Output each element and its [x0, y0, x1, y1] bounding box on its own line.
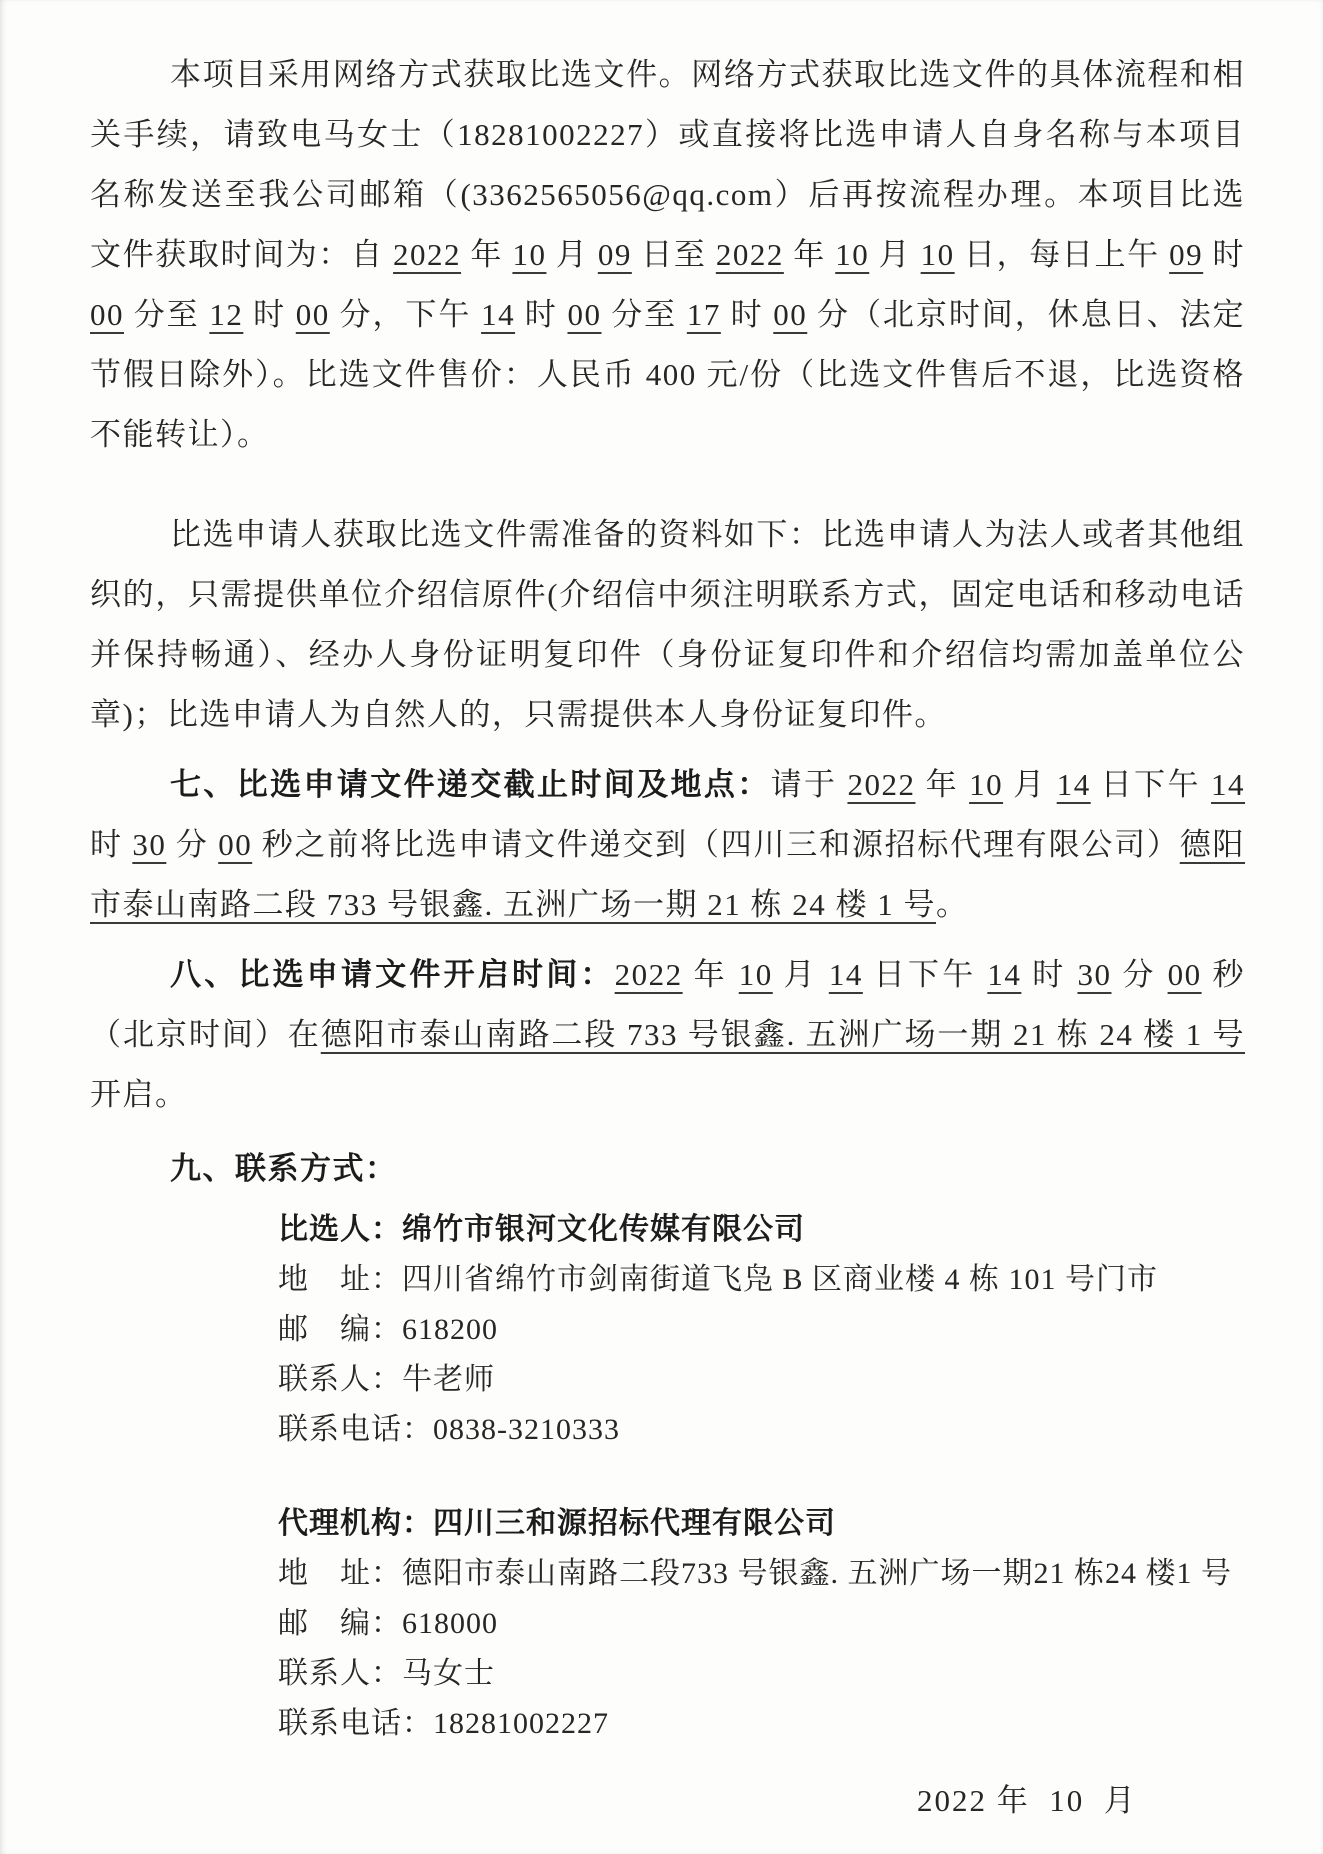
text-segment: 时 — [1021, 957, 1078, 992]
selector-phone-line — [278, 1405, 1245, 1455]
underlined-text: 2022 — [393, 237, 462, 272]
text-segment: 时 — [515, 297, 568, 332]
agency-postcode-line — [278, 1599, 1245, 1649]
text-segment: 月 — [546, 237, 598, 272]
underlined-text: 2022 — [715, 237, 784, 272]
underlined-text: 30 — [132, 827, 167, 862]
agency-name-line — [278, 1499, 1245, 1549]
text-segment: 分 — [1111, 957, 1168, 992]
text-segment: 地 址：德阳市泰山南路二段733 号银鑫. 五洲广场一期21 栋24 楼1 号 — [278, 1557, 1232, 1590]
agency-person-line — [278, 1649, 1245, 1699]
text-segment: 分至 — [124, 297, 210, 332]
underlined-text: 00 — [1167, 957, 1202, 992]
text-segment: 联系人：牛老师 — [278, 1363, 495, 1396]
text-segment: 时 — [90, 827, 133, 862]
underlined-text: 17 — [686, 297, 721, 332]
para-network-acquisition — [90, 45, 1245, 465]
text-segment: 月 — [869, 237, 921, 272]
underlined-text: 10 — [738, 957, 773, 992]
bold-text: 七、比选申请文件递交截止时间及地点： — [170, 767, 771, 802]
text-segment: 联系电话：18281002227 — [278, 1707, 609, 1740]
bold-text: 比选人：绵竹市银河文化传媒有限公司 — [278, 1213, 805, 1246]
underlined-text: 2022 — [614, 957, 683, 992]
underlined-text: 00 — [567, 297, 602, 332]
underlined-text: 00 — [218, 827, 253, 862]
selector-name-line — [278, 1205, 1245, 1255]
text-segment: 分，下午 — [329, 297, 482, 332]
underlined-text: 10 — [920, 237, 955, 272]
contact-block-selector — [278, 1205, 1245, 1455]
text-segment: 地 址：四川省绵竹市剑南街道飞凫 B 区商业楼 4 栋 101 号门市 — [278, 1263, 1159, 1296]
text-segment: 联系人：马女士 — [278, 1657, 495, 1690]
bold-text: 八、比选申请文件开启时间： — [170, 957, 615, 992]
underlined-text: 30 — [1077, 957, 1112, 992]
underlined-text: 14 — [1211, 767, 1246, 802]
text-segment: 本项目采用网络方式获取比选文件。网络方式获取比选文件的具体流程和相关手续，请致电马女士（18281002227）或直接将比选申请人自身名称与本项目名称发送至我公司邮箱（(3362565056@qq.com）后再按流程办理。本项目比选文件获取时间为：自 — [90, 57, 1245, 272]
para-section-7-submission-deadline — [90, 755, 1245, 935]
underlined-text: 00 — [295, 297, 330, 332]
text-segment: 秒之前将比选申请文件递交到（四川三和源招标代理有限公司） — [252, 827, 1180, 862]
text-segment: 。 — [936, 887, 969, 922]
text-segment: 年 — [682, 957, 739, 992]
text-segment: 时 — [1203, 237, 1246, 272]
underlined-text: 00 — [90, 297, 124, 332]
text-segment: 年 — [783, 237, 836, 272]
text-segment: 开启。 — [90, 1077, 188, 1112]
text-segment: 日下午 — [862, 957, 988, 992]
text-segment: 秒（北京时间）在 — [90, 957, 1246, 1052]
underlined-text: 德阳市泰山南路二段 733 号银鑫. 五洲广场一期 21 栋 24 楼 1 号 — [90, 827, 1246, 922]
text-segment: 日，每日上午 — [954, 237, 1170, 272]
text-segment: 邮 编：618000 — [278, 1607, 498, 1640]
text-segment: 年 — [915, 767, 970, 802]
underlined-text: 14 — [481, 297, 516, 332]
selector-postcode-line — [278, 1305, 1245, 1355]
text-segment: 联系电话：0838-3210333 — [278, 1413, 620, 1446]
text-segment: 时 — [720, 297, 774, 332]
text-segment: 分 — [166, 827, 219, 862]
selector-person-line — [278, 1355, 1245, 1405]
bold-text: 九、联系方式： — [170, 1151, 398, 1186]
agency-address-line — [278, 1549, 1245, 1599]
bold-text: 代理机构：四川三和源招标代理有限公司 — [278, 1507, 836, 1540]
date-line: 2022 年 10 月 — [917, 1783, 1137, 1818]
text-segment: 分（北京时间，休息日、法定节假日除外）。比选文件售价：人民币 400 元/份（比选文件售后不退，比选资格不能转让）。 — [90, 297, 1246, 452]
underlined-text: 14 — [987, 957, 1022, 992]
text-segment: 年 — [461, 237, 513, 272]
underlined-text: 10 — [512, 237, 547, 272]
text-segment: 比选申请人获取比选文件需准备的资料如下：比选申请人为法人或者其他组织的，只需提供单位介绍信原件(介绍信中须注明联系方式，固定电话和移动电话并保持畅通）、经办人身份证明复印件（身份证复印件和介绍信均需加盖单位公章)；比选申请人为自然人的，只需提供本人身份证复印件。 — [90, 517, 1245, 732]
underlined-text: 10 — [969, 767, 1004, 802]
text-segment: 日至 — [631, 237, 716, 272]
para-section-8-opening-time — [90, 945, 1245, 1125]
text-segment: 邮 编：618200 — [278, 1313, 498, 1346]
heading-section-9-contact — [90, 1139, 1245, 1199]
selector-address-line — [278, 1255, 1245, 1305]
text-segment: 时 — [243, 297, 296, 332]
contact-block-agency — [278, 1499, 1245, 1749]
text-segment: 请于 — [770, 767, 848, 802]
underlined-text: 2022 — [847, 767, 916, 802]
text-segment: 月 — [772, 957, 829, 992]
underlined-text: 14 — [828, 957, 863, 992]
underlined-text: 10 — [835, 237, 870, 272]
underlined-text: 00 — [773, 297, 808, 332]
underlined-text: 09 — [597, 237, 632, 272]
text-segment: 分至 — [601, 297, 687, 332]
underlined-text: 德阳市泰山南路二段 733 号银鑫. 五洲广场一期 21 栋 24 楼 1 号 — [320, 1017, 1246, 1052]
agency-phone-line — [278, 1699, 1245, 1749]
text-segment: 月 — [1003, 767, 1057, 802]
underlined-text: 09 — [1169, 237, 1204, 272]
underlined-text: 14 — [1056, 767, 1091, 802]
underlined-text: 12 — [209, 297, 244, 332]
text-segment: 日下午 — [1090, 767, 1212, 802]
para-applicant-materials — [90, 505, 1245, 745]
